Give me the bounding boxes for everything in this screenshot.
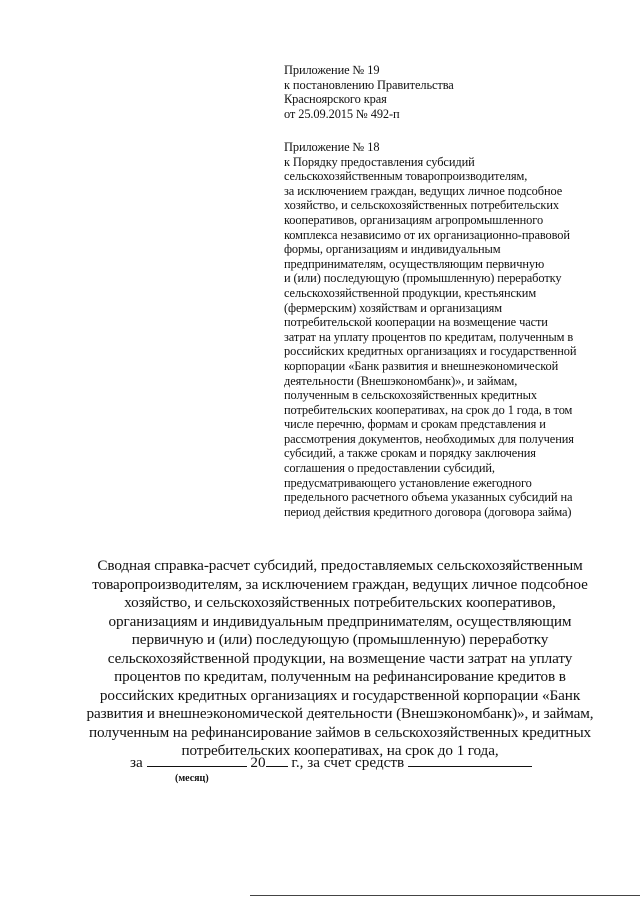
summary-line: российских кредитных организациях и государственной корпорации «Банк (99, 686, 581, 704)
period-fill-row (130, 752, 532, 772)
attachment-block (284, 140, 624, 519)
month-blank-field[interactable] (147, 752, 247, 767)
summary-line: развития и внешнеэкономической деятельности (Внешэкономбанк)», и займам, (86, 705, 594, 722)
attachment-line: рассмотрения документов, необходимых для получения (284, 431, 574, 446)
period-prefix: за (130, 754, 143, 771)
attachment-line: корпорации «Банк развития и внешнеэкономической (284, 358, 559, 373)
summary-line: сельскохозяйственной продукции, на возмещение части затрат на уплату (107, 649, 573, 667)
summary-line: товаропроизводителям, за исключением граждан, ведущих личное подсобное (92, 575, 588, 593)
approval-line: к постановлению Правительства (284, 77, 454, 92)
bottom-rule (250, 895, 640, 896)
attachment-line: сельскохозяйственной продукции, крестьянским (284, 285, 537, 300)
attachment-line: за исключением граждан, ведущих личное подсобное (284, 183, 563, 198)
funds-blank-field[interactable] (408, 752, 532, 767)
attachment-line: субсидий, а также срокам и порядку заключения (284, 446, 536, 461)
attachment-line: числе перечню, формам и срокам представления и (284, 417, 546, 432)
attachment-line: предпринимателям, осуществляющим первичную (284, 256, 545, 271)
summary-line: полученным на рефинансирование займов в сельскохозяйственных кредитных (88, 723, 592, 741)
year-blank-field[interactable] (266, 752, 288, 767)
attachment-line: полученным в сельскохозяйственных кредитных (284, 388, 537, 403)
attachment-line: хозяйство, и сельскохозяйственных потребительских (284, 198, 559, 213)
summary-line: хозяйство, и сельскохозяйственных потребительских кооперативов, (124, 594, 556, 611)
attachment-line: затрат на уплату процентов по кредитам, полученным в (284, 329, 574, 344)
attachment-line: к Порядку предоставления субсидий (284, 154, 475, 169)
summary-line: организациям и индивидуальным предпринимателям, осуществляющим (108, 612, 572, 630)
attachment-line: сельскохозяйственным товаропроизводителям, (284, 169, 528, 184)
attachment-line: соглашения о предоставлении субсидий, (284, 461, 495, 476)
attachment-line: (фермерским) хозяйствам и организациям (284, 300, 502, 315)
attachment-line: потребительской кооперации на возмещение части (284, 315, 548, 330)
attachment-line: предусматривающего установление ежегодного (284, 475, 532, 490)
attachment-line: кооперативов, организациям агропромышленного (284, 212, 544, 227)
summary-line: потребительских кооперативах, на срок до 1 года, (181, 742, 499, 759)
approval-line: Красноярского края (284, 92, 387, 107)
summary-title (40, 557, 640, 761)
attachment-line: комплекса независимо от их организационно-правовой (284, 227, 570, 242)
attachment-line: российских кредитных организациях и государственной (284, 344, 577, 359)
attachment-line: Приложение № 18 (284, 140, 380, 154)
month-caption: (месяц) (175, 773, 209, 784)
attachment-line: формы, организациям и индивидуальным (284, 242, 501, 257)
attachment-line: деятельности (Внешэкономбанк)», и займам, (284, 373, 518, 388)
attachment-line: период действия кредитного договора (договора займа) (284, 504, 572, 519)
summary-line: процентов по кредитам, полученным на рефинансирование кредитов в (114, 668, 566, 685)
approval-line: от 25.09.2015 № 492-п (284, 106, 400, 121)
summary-line: первичную и (или) последующую (промышленную) переработку (131, 631, 549, 648)
summary-line: Сводная справка-расчет субсидий, предоставляемых сельскохозяйственным (97, 557, 583, 574)
attachment-line: потребительских кооперативах, на срок до 1 года, в том (284, 402, 573, 417)
attachment-line: и (или) последующую (промышленную) переработку (284, 271, 562, 286)
approval-block (284, 63, 624, 121)
year-prefix: 20 (250, 754, 266, 771)
attachment-line: предельного расчетного объема указанных субсидий на (284, 490, 573, 505)
funds-prefix: г., за счет средств (291, 754, 405, 771)
approval-line: Приложение № 19 (284, 63, 380, 77)
